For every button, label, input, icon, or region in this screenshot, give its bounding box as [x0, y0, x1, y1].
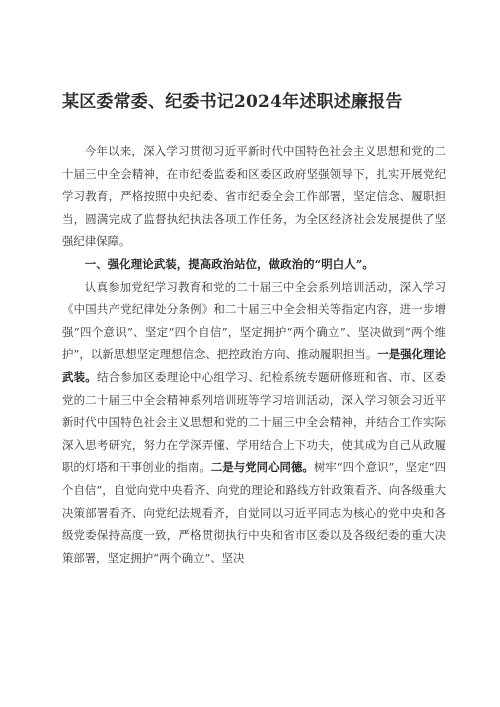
section1-text-a: 认真参加党纪学习教育和党的二十届三中全会系列培训活动，深入学习《中国共产党纪律处分条例》和二十届三中全会相关等指定内容，进一步增强“四个意识”、坚定“四个自信”，坚定拥护“两个确立”、坚决做到“两个维护”，以新思想坚定理想信念、把控政治方向、推动履职担当。 [62, 279, 446, 362]
section1-text-c: 树牢“四个意识”，坚定“四个自信”，自觉向党中央看齐、向党的理论和路线方针政策看齐、向各级重大决策部署看齐、向党纪法规看齐，自觉同以习近平同志为核心的党中央和各级党委保持高度一致，严格贯彻执行中央和省市区委以及各级纪委的重大决策部署，坚定拥护“两个确立”、坚决 [62, 460, 446, 565]
intro-paragraph: 今年以来，深入学习贯彻习近平新时代中国特色社会主义思想和党的二十届三中全会精神，在市纪委监委和区委区政府坚强领导下，扎实开展党纪学习教育，严格按照中央纪委、省市纪委全会工作部署，坚定信念、履职担当，圆满完成了监督执纪执法各项工作任务，为全区经济社会发展提供了坚强纪律保障。 [62, 144, 446, 249]
section1-text-b: 结合参加区委理论中心组学习、纪检系统专题研修班和省、市、区委党的二十届三中全会精神系列培训班等学习培训活动，深入学习领会习近平新时代中国特色社会主义思想和党的二十届三中全会精神，并结合工作实际深入思考研究，努力在学深弄懂、学用结合上下功夫，使其成为自己从政履职的灯塔和干事创业的指南。 [62, 369, 446, 475]
section1-point1-label: 一是强化理论武装。 [62, 347, 446, 384]
section1-paragraph [62, 276, 446, 570]
section1-point2-label: 二是与党同心同德。 [210, 460, 314, 475]
section1-heading: 一、强化理论武装，提高政治站位，做政治的“明白人”。 [84, 256, 374, 271]
document-title: 某区委常委、纪委书记2024年述职述廉报告 [62, 92, 403, 112]
document-body [62, 140, 446, 569]
